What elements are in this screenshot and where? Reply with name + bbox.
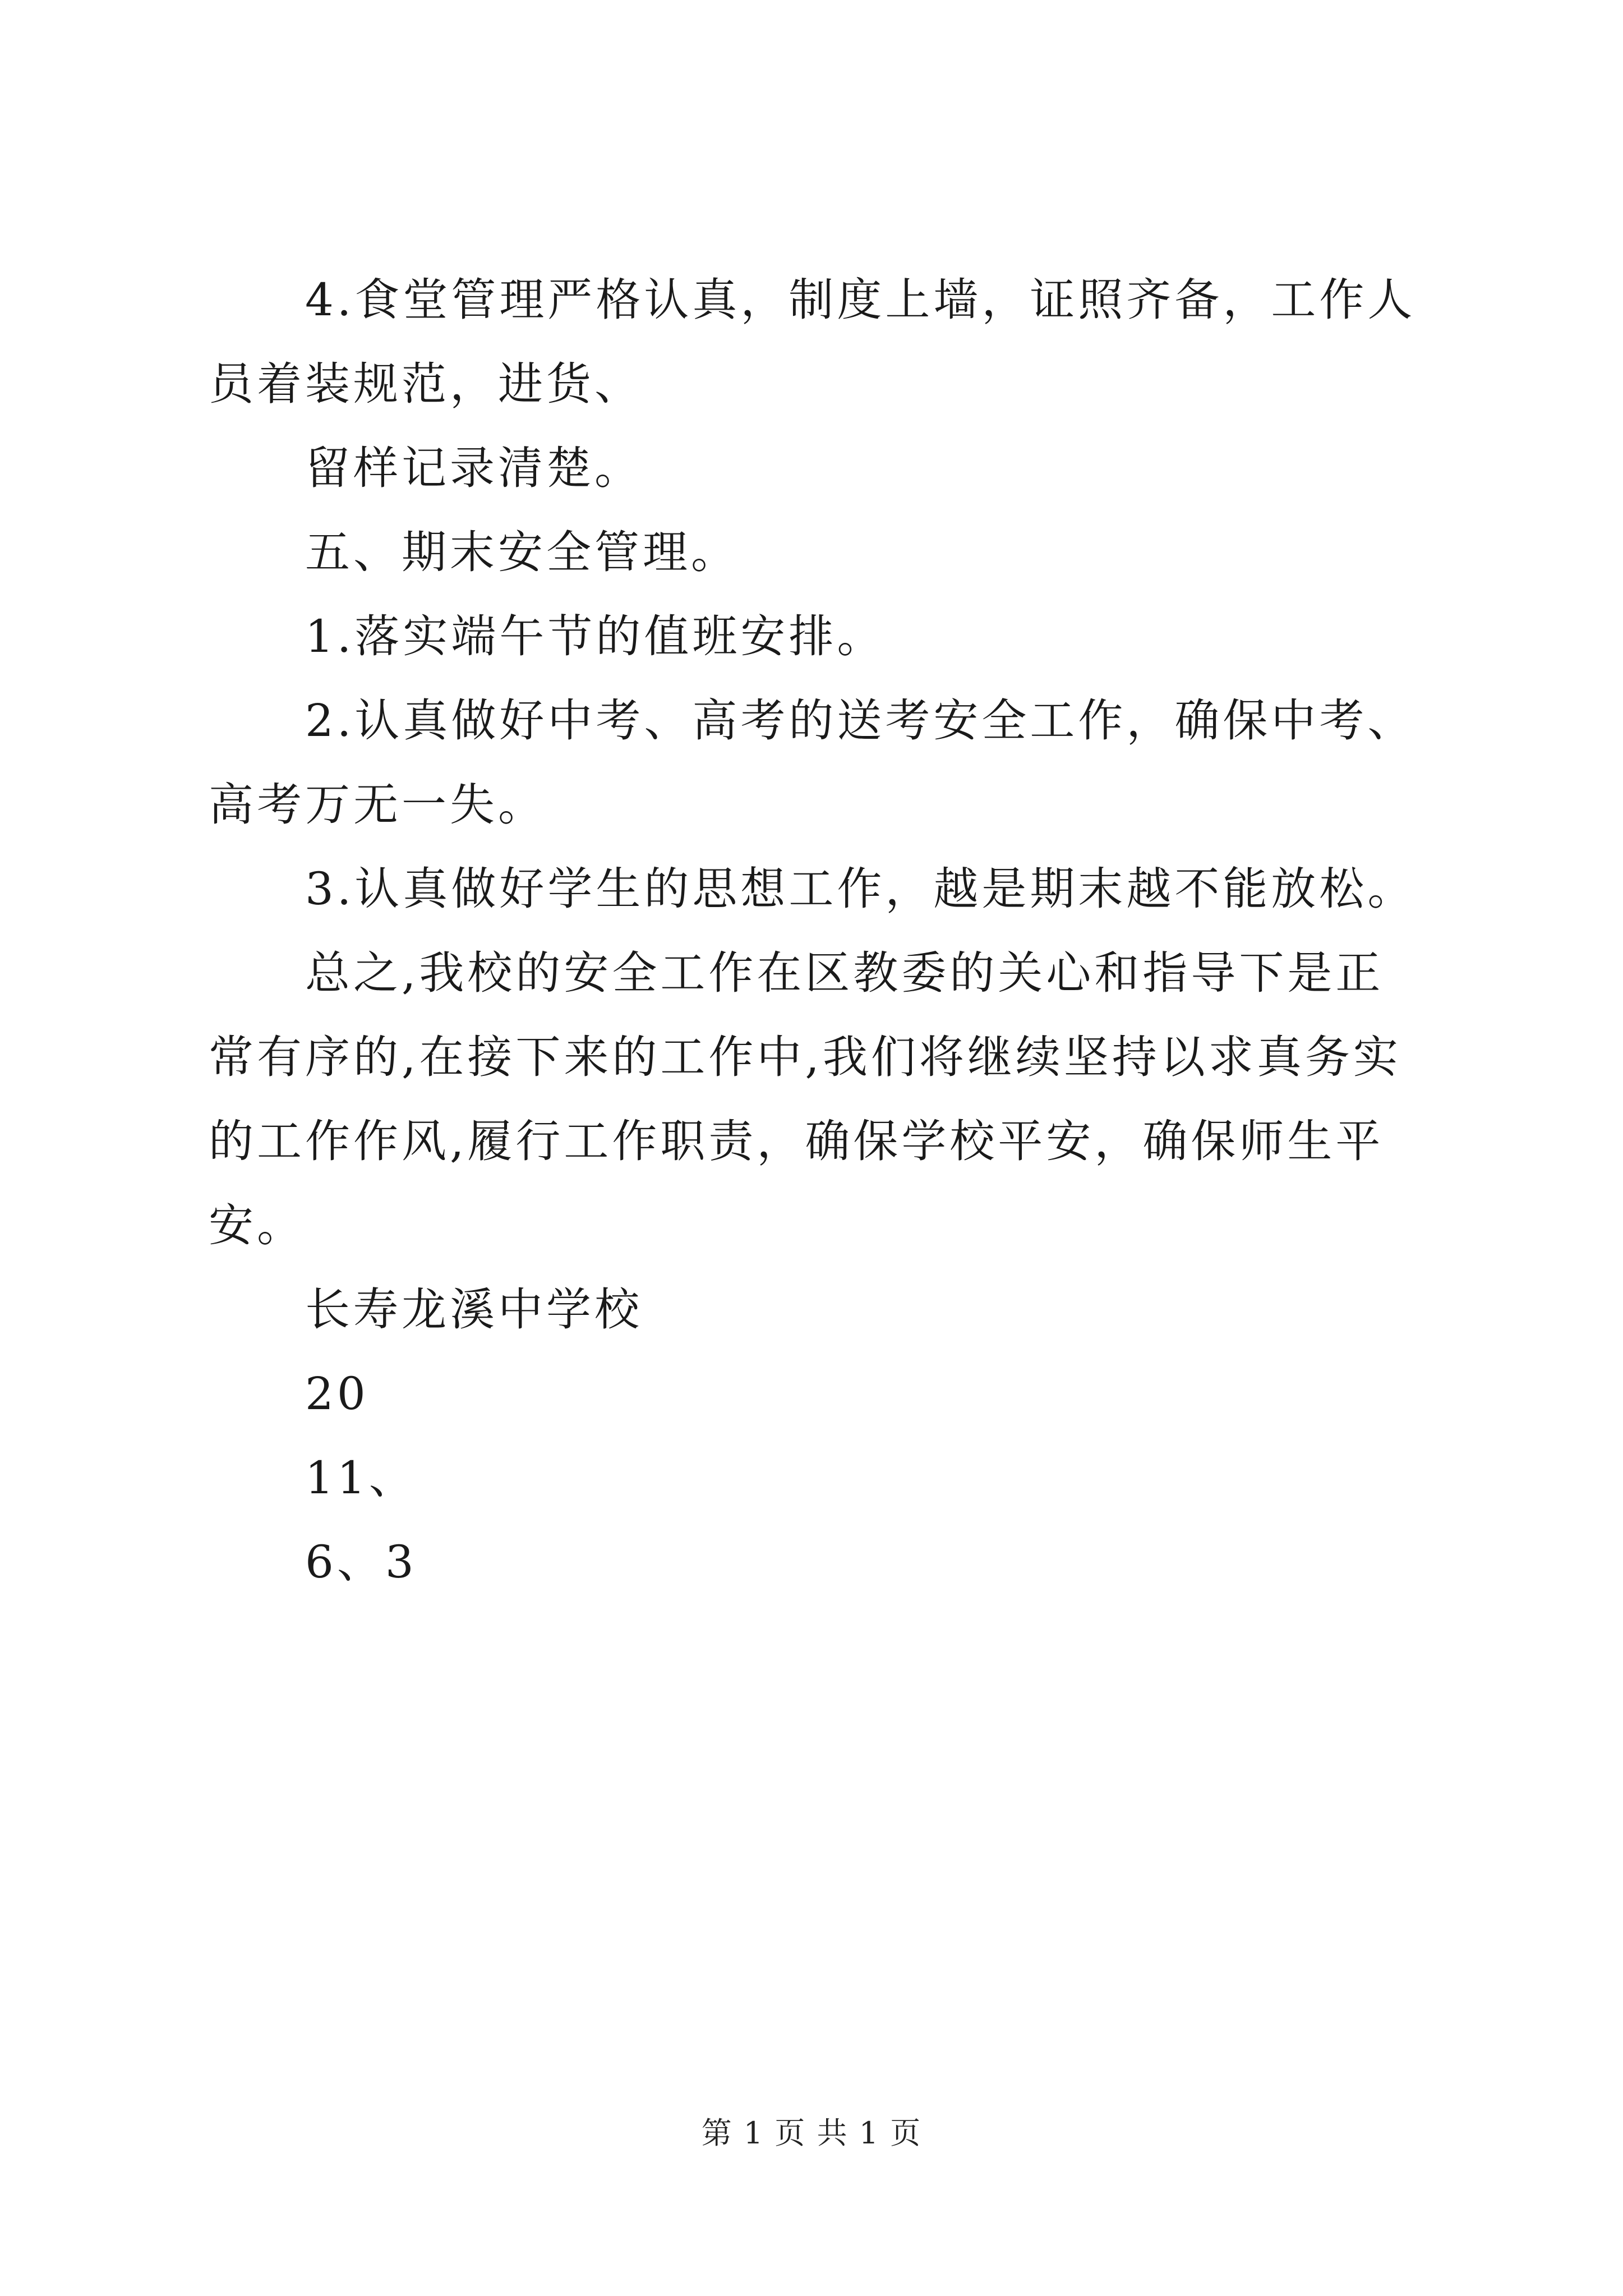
- page-footer: 第 1 页 共 1 页: [701, 2115, 922, 2151]
- paragraph-sample-records: 留样记录清楚。: [305, 442, 643, 494]
- signature-school-name: 长寿龙溪中学校: [305, 1283, 643, 1336]
- document-body: [209, 258, 1431, 1604]
- date-line-3: 6、3: [305, 1536, 417, 1588]
- paragraph-canteen-management: 4.食堂管理严格认真，制度上墙，证照齐备，工作人员着装规范，进货、: [209, 274, 1416, 410]
- paragraph-summary: 总之,我校的安全工作在区教委的关心和指导下是正常有序的,在接下来的工作中,我们将继续坚持以求真务实的工作作风,履行工作职责，确保学校平安，确保师生平安。: [209, 947, 1401, 1251]
- date-line-1: 20: [305, 1368, 369, 1420]
- paragraph-item-1: 1.落实端午节的值班安排。: [305, 610, 886, 662]
- paragraph-item-3: 3.认真做好学生的思想工作，越是期末越不能放松。: [305, 863, 1416, 915]
- section-heading-end-of-term-safety: 五、期末安全管理。: [305, 526, 739, 578]
- date-line-2: 11、: [305, 1452, 417, 1504]
- paragraph-item-2: 2.认真做好中考、高考的送考安全工作，确保中考、高考万无一失。: [209, 694, 1416, 831]
